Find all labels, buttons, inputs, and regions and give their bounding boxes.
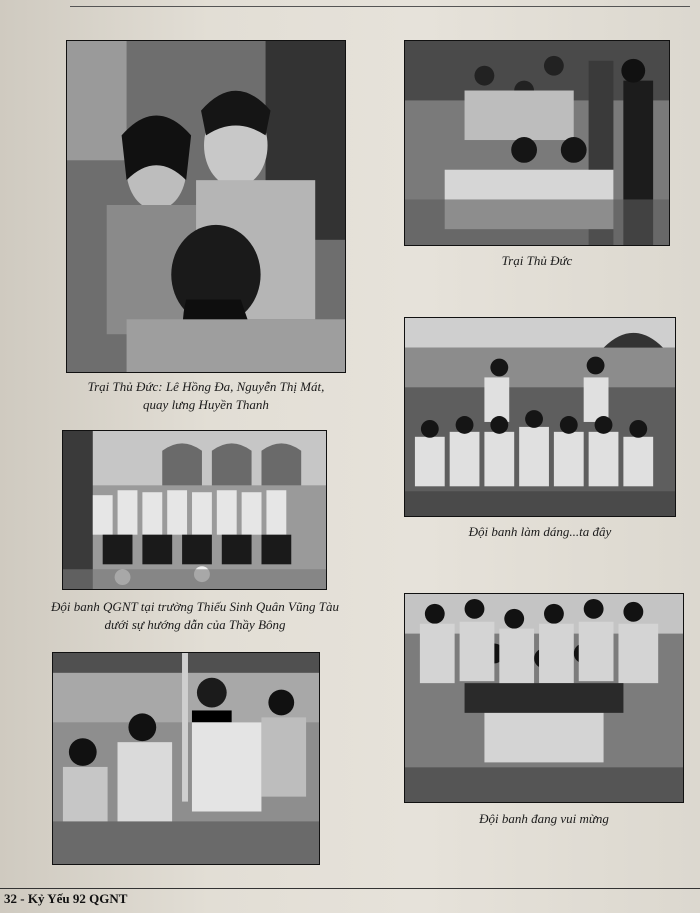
photo-thu-duc-portrait	[66, 40, 346, 373]
caption-photo-3	[30, 598, 360, 634]
photo-group-seated	[52, 652, 320, 865]
caption-line: dưới sự hướng dẫn của Thầy Bông	[104, 617, 286, 632]
photo-thu-duc-group	[404, 40, 670, 246]
page-footer: 32 - Kỷ Yếu 92 QGNT	[4, 891, 128, 906]
caption-line: Trại Thủ Đức: Lê Hồng Đa, Nguyễn Thị Mát,	[87, 379, 325, 394]
photo-soccer-team-celebrating	[404, 593, 684, 803]
top-rule	[70, 6, 690, 7]
footer-rule	[0, 888, 700, 889]
caption-line: Đội banh làm dáng...ta đây	[468, 524, 612, 539]
caption-line: quay lưng Huyền Thanh	[143, 397, 269, 412]
caption-photo-1	[66, 378, 346, 414]
caption-photo-2	[404, 252, 670, 270]
photo-soccer-team-vung-tau	[62, 430, 327, 590]
caption-line: Đội banh QGNT tại trường Thiếu Sinh Quân Vũng Tàu	[51, 599, 339, 614]
caption-photo-4	[404, 523, 676, 541]
caption-line: Đội banh đang vui mừng	[479, 811, 609, 826]
photo-soccer-team-posing	[404, 317, 676, 517]
caption-photo-6	[404, 810, 684, 828]
caption-line: Trại Thủ Đức	[501, 253, 573, 268]
